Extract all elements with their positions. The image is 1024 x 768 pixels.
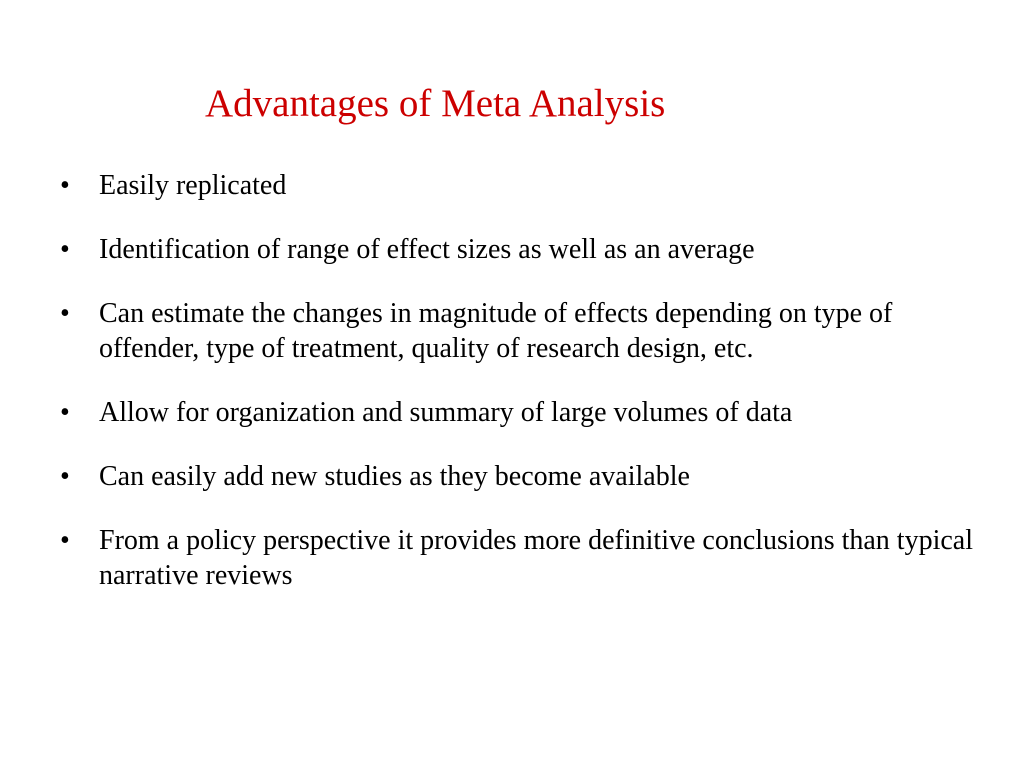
bullet-text: Can estimate the changes in magnitude of effects depending on type of offender, type of treatment, quality of research design, etc.: [99, 298, 893, 364]
bullet-icon: •: [60, 397, 70, 428]
bullet-icon: •: [60, 461, 70, 492]
bullet-item: [60, 296, 980, 366]
bullet-text: Identification of range of effect sizes as well as an average: [99, 234, 755, 265]
bullet-text: Can easily add new studies as they become available: [99, 461, 690, 492]
bullet-icon: •: [60, 234, 70, 265]
bullet-text: From a policy perspective it provides more definitive conclusions than typical narrative reviews: [99, 525, 974, 591]
bullet-list: [60, 168, 980, 593]
bullet-text: Allow for organization and summary of large volumes of data: [99, 397, 793, 428]
bullet-icon: •: [60, 525, 70, 556]
bullet-item: [60, 395, 980, 430]
bullet-item: [60, 459, 980, 494]
bullet-item: [60, 523, 980, 593]
bullet-icon: •: [60, 170, 70, 201]
slide-title: Advantages of Meta Analysis: [205, 82, 666, 125]
bullet-item: [60, 232, 980, 267]
bullet-item: [60, 168, 980, 203]
bullet-icon: •: [60, 298, 70, 329]
bullet-text: Easily replicated: [99, 170, 287, 201]
